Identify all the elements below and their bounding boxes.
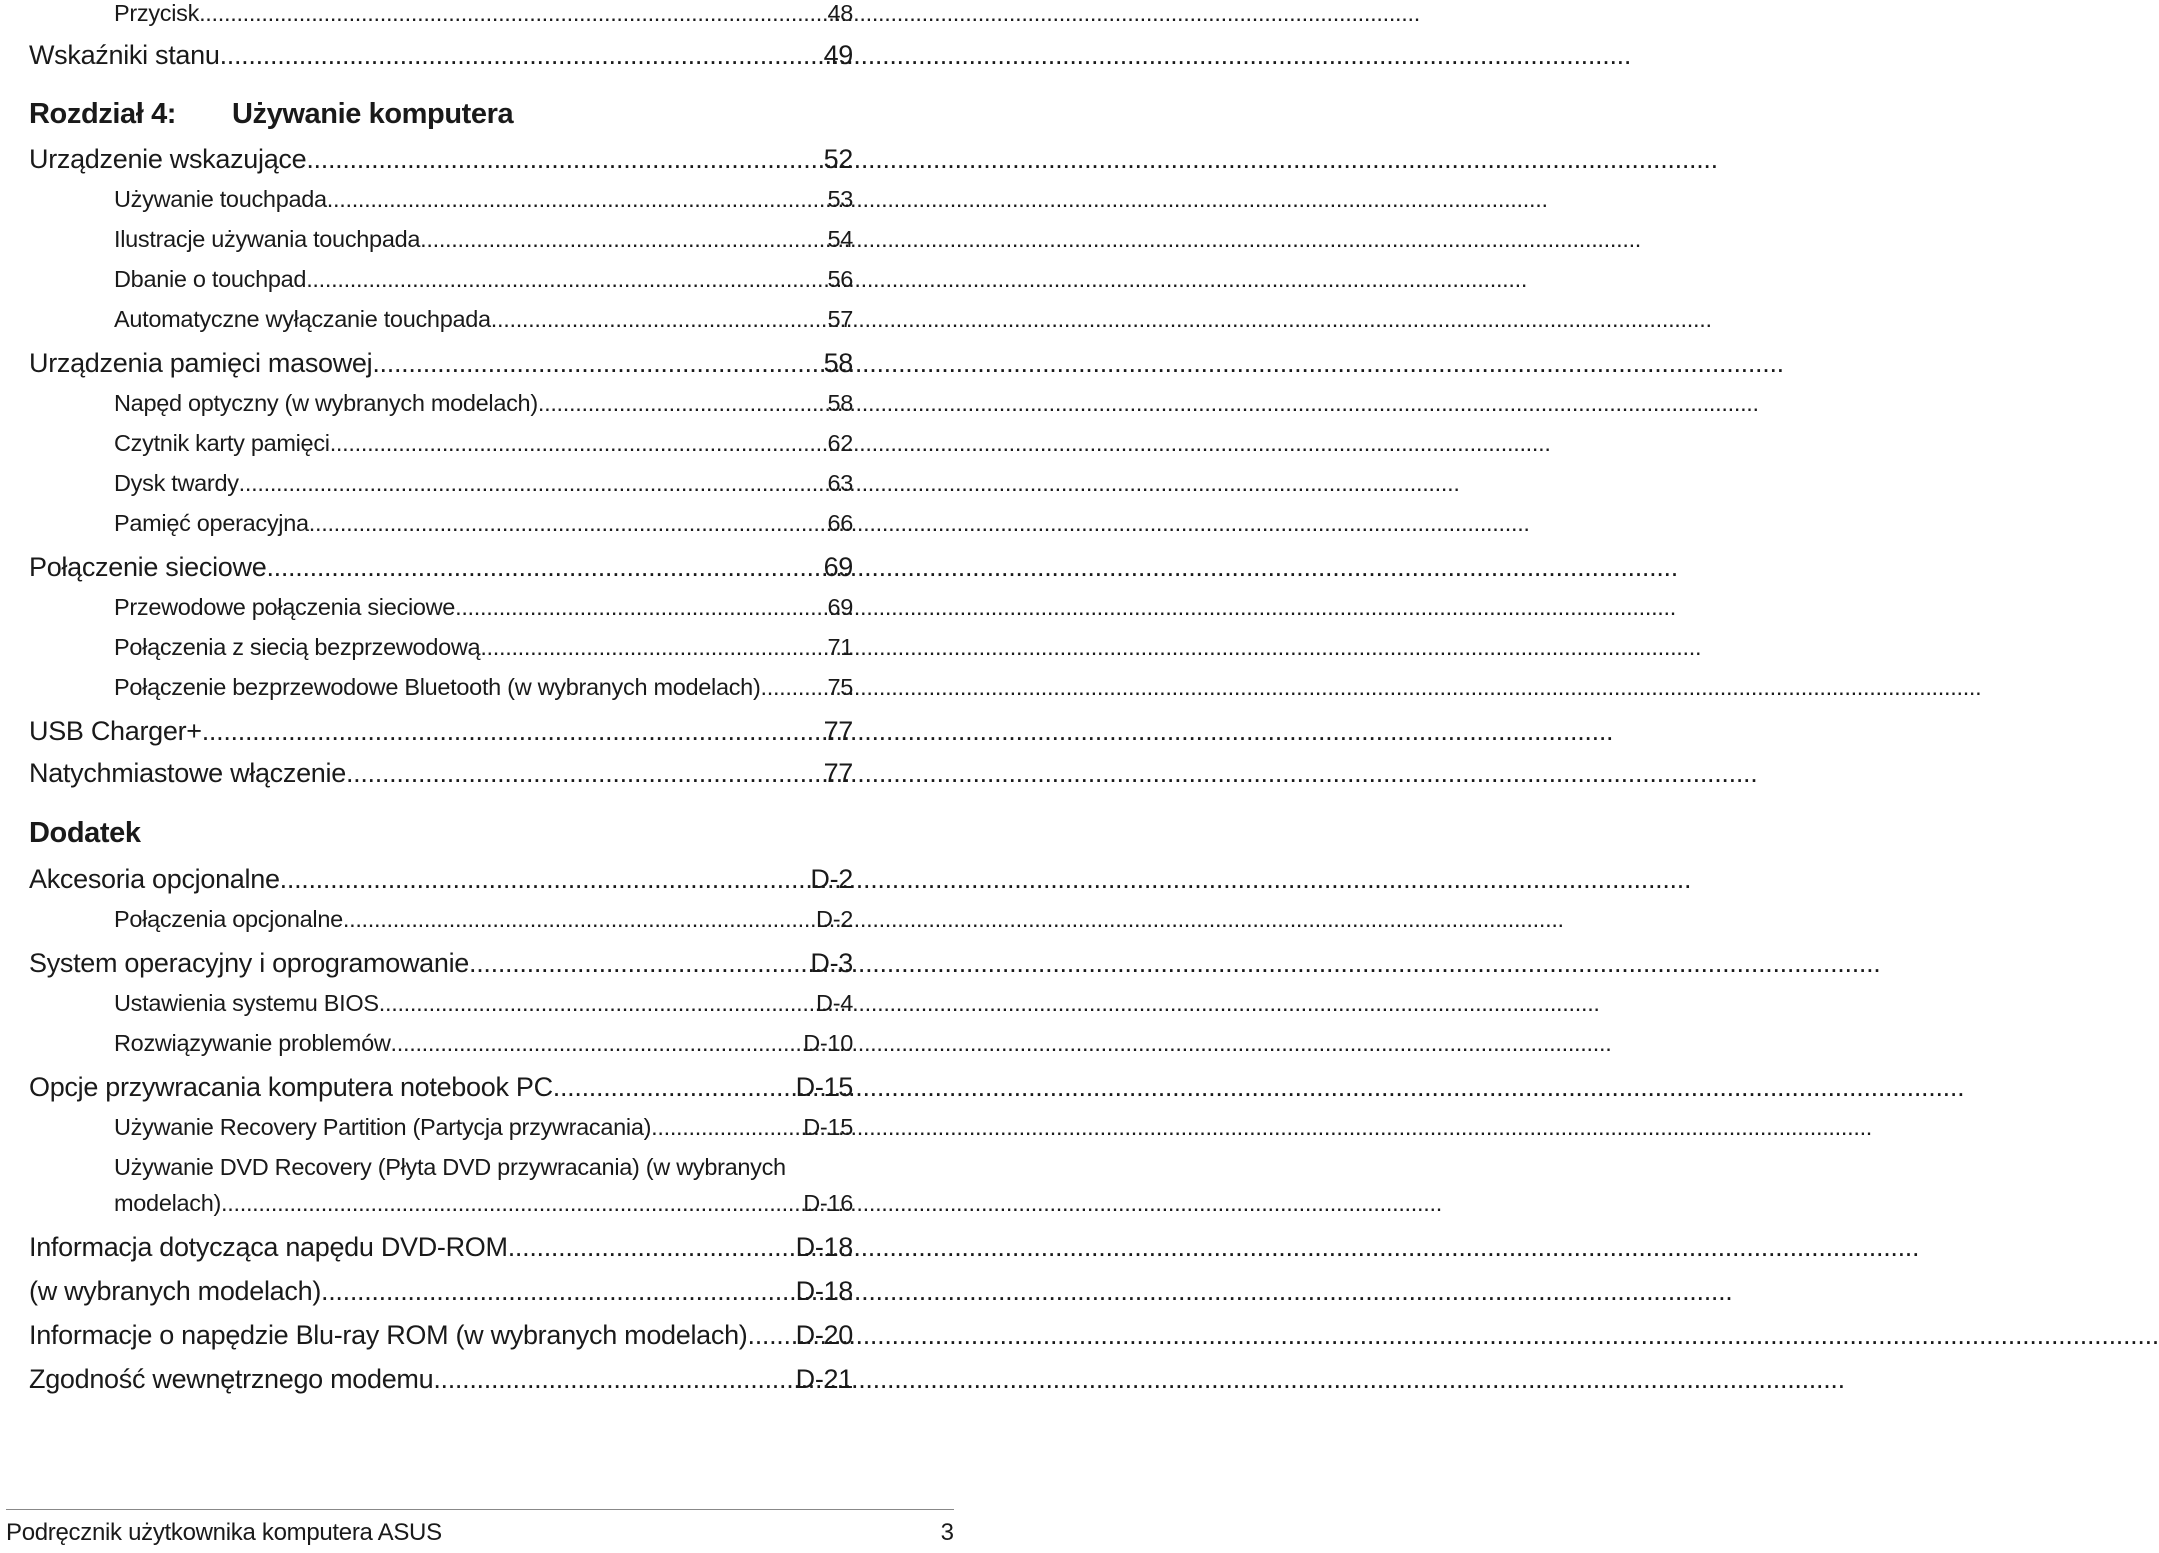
toc-entry[interactable] <box>114 306 853 333</box>
leader-dots <box>306 266 827 293</box>
toc-entry-page: 77 <box>823 716 853 746</box>
leader-dots <box>266 552 823 583</box>
toc-entry-page: D-20 <box>795 1320 853 1350</box>
toc-entry-page: D-21 <box>795 1364 853 1394</box>
toc-entry-label: Dbanie o touchpad <box>114 266 307 292</box>
toc-entry-page: D-15 <box>795 1072 853 1102</box>
leader-dots <box>280 864 811 895</box>
toc-entry[interactable] <box>114 226 853 253</box>
toc-entry[interactable] <box>29 1320 853 1351</box>
toc-entry-page: 48 <box>827 0 853 26</box>
toc-entry-label: Natychmiastowe włączenie <box>29 758 346 788</box>
toc-entry-page: 49 <box>823 40 853 70</box>
toc-entry-label: Ustawienia systemu BIOS <box>114 990 379 1016</box>
toc-entry-label: Rozwiązywanie problemów <box>114 1030 391 1056</box>
toc-entry-label: Używanie Recovery Partition (Partycja przywracania) <box>114 1114 652 1140</box>
toc-entry[interactable] <box>29 1276 853 1307</box>
footer-title: Podręcznik użytkownika komputera ASUS <box>6 1519 442 1546</box>
toc-entry-label: Dysk twardy <box>114 470 239 496</box>
toc-entry-page: D-2 <box>810 864 853 894</box>
leader-dots <box>760 674 827 701</box>
leader-dots <box>306 144 823 175</box>
toc-entry[interactable] <box>29 1072 853 1103</box>
toc-entry-label: Pamięć operacyjna <box>114 510 309 536</box>
leader-dots <box>330 430 828 457</box>
leader-dots <box>372 348 823 379</box>
toc-entry-page: 53 <box>827 186 853 212</box>
toc-entry[interactable] <box>29 716 853 747</box>
toc-entry-label: System operacyjny i oprogramowanie <box>29 948 470 978</box>
toc-entry-label-continued: modelach) <box>114 1190 222 1216</box>
footer-page-number: 3 <box>940 1519 954 1546</box>
leader-dots <box>491 306 828 333</box>
leader-dots <box>379 990 816 1017</box>
leader-dots <box>508 1232 796 1263</box>
toc-entry[interactable] <box>114 430 853 457</box>
chapter-number: Rozdział 4: <box>29 98 177 130</box>
appendix-heading: Dodatek <box>29 817 141 849</box>
toc-entry-label: Wskaźniki stanu <box>29 40 220 70</box>
toc-entry[interactable] <box>114 1114 853 1141</box>
toc-entry[interactable] <box>29 348 853 379</box>
leader-dots <box>321 1276 796 1307</box>
toc-entry-page: D-4 <box>816 990 853 1016</box>
toc-entry-page: 71 <box>827 634 853 660</box>
leader-dots <box>469 948 810 979</box>
toc-entry[interactable] <box>114 1030 853 1057</box>
toc-entry[interactable] <box>29 144 853 175</box>
toc-entry-page: D-18 <box>795 1232 853 1262</box>
toc-entry[interactable] <box>29 758 853 789</box>
chapter-heading <box>29 98 513 131</box>
toc-entry-label: Używanie touchpada <box>114 186 327 212</box>
leader-dots <box>480 634 827 661</box>
toc-entry[interactable] <box>114 674 853 701</box>
toc-entry-label: Czytnik karty pamięci <box>114 430 330 456</box>
toc-entry-page: 77 <box>823 758 853 788</box>
toc-entry-page: 63 <box>827 470 853 496</box>
toc-entry-page: 54 <box>827 226 853 252</box>
chapter-title: Używanie komputera <box>232 98 514 130</box>
toc-entry-page: 58 <box>827 390 853 416</box>
leader-dots <box>220 40 824 71</box>
toc-entry[interactable] <box>114 1154 853 1224</box>
toc-entry-label: (w wybranych modelach) <box>29 1276 322 1306</box>
toc-entry-page: D-18 <box>795 1276 853 1306</box>
toc-entry-label: Przycisk <box>114 0 200 26</box>
toc-entry-page: D-2 <box>816 906 853 932</box>
toc-entry-label: Zgodność wewnętrznego modemu <box>29 1364 434 1394</box>
toc-entry-label: Informacja dotycząca napędu DVD-ROM <box>29 1232 508 1262</box>
toc-entry[interactable] <box>114 990 853 1017</box>
toc-entry-label: Połączenia opcjonalne <box>114 906 343 932</box>
toc-entry[interactable] <box>114 634 853 661</box>
leader-dots <box>239 470 828 497</box>
leader-dots <box>748 1320 796 1351</box>
toc-entry[interactable] <box>114 594 853 621</box>
toc-entry-label: Połączenie sieciowe <box>29 552 267 582</box>
leader-dots <box>651 1114 803 1141</box>
leader-dots <box>221 1190 803 1217</box>
leader-dots <box>433 1364 795 1395</box>
toc-entry-page: 56 <box>827 266 853 292</box>
toc-entry[interactable] <box>114 266 853 293</box>
toc-entry[interactable] <box>29 40 853 71</box>
toc-entry[interactable] <box>29 864 853 895</box>
toc-entry-label: Napęd optyczny (w wybranych modelach) <box>114 390 538 416</box>
toc-entry-label: Opcje przywracania komputera notebook PC <box>29 1072 553 1102</box>
leader-dots <box>202 716 824 747</box>
toc-entry[interactable] <box>29 1364 853 1395</box>
toc-entry-label: Informacje o napędzie Blu-ray ROM (w wybranych modelach) <box>29 1320 748 1350</box>
leader-dots <box>391 1030 804 1057</box>
toc-entry[interactable] <box>114 906 853 933</box>
leader-dots <box>343 906 816 933</box>
toc-entry-label: Używanie DVD Recovery (Płyta DVD przywracania) (w wybranych <box>114 1154 786 1180</box>
leader-dots <box>309 510 828 537</box>
toc-entry-label: Urządzenia pamięci masowej <box>29 348 373 378</box>
toc-entry-label: Połączenie bezprzewodowe Bluetooth (w wybranych modelach) <box>114 674 761 700</box>
leader-dots <box>420 226 827 253</box>
toc-entry-page: 52 <box>823 144 853 174</box>
leader-dots <box>346 758 824 789</box>
toc-entry-page: D-3 <box>810 948 853 978</box>
toc-entry-label: Akcesoria opcjonalne <box>29 864 280 894</box>
toc-entry-label: Połączenia z siecią bezprzewodową <box>114 634 481 660</box>
leader-dots <box>199 0 827 27</box>
toc-entry-page: 58 <box>823 348 853 378</box>
toc-entry[interactable] <box>114 510 853 537</box>
leader-dots <box>455 594 827 621</box>
toc-entry[interactable] <box>114 0 853 27</box>
toc-entry[interactable] <box>29 948 853 979</box>
toc-entry-page: 69 <box>827 594 853 620</box>
toc-entry-page: 62 <box>827 430 853 456</box>
toc-entry-label: Automatyczne wyłączanie touchpada <box>114 306 491 332</box>
toc-entry-label: USB Charger+ <box>29 716 202 746</box>
toc-entry-page: 66 <box>827 510 853 536</box>
toc-entry[interactable] <box>114 186 853 213</box>
leader-dots <box>327 186 828 213</box>
footer-divider <box>6 1509 954 1510</box>
toc-entry[interactable] <box>114 470 853 497</box>
toc-entry[interactable] <box>114 390 853 417</box>
toc-entry-page: D-16 <box>803 1190 853 1216</box>
toc-entry-page: 57 <box>827 306 853 332</box>
toc-entry-page: 69 <box>823 552 853 582</box>
leader-dots <box>538 390 828 417</box>
toc-entry-continuation <box>114 1190 853 1217</box>
toc-entry[interactable] <box>29 552 853 583</box>
toc-entry-page: D-10 <box>803 1030 853 1056</box>
toc-entry-page: D-15 <box>803 1114 853 1140</box>
toc-entry-label: Urządzenie wskazujące <box>29 144 307 174</box>
toc-entry-page: 75 <box>827 674 853 700</box>
toc-entry-label: Przewodowe połączenia sieciowe <box>114 594 456 620</box>
toc-entry[interactable] <box>29 1232 853 1263</box>
leader-dots <box>553 1072 796 1103</box>
toc-entry-label: Ilustracje używania touchpada <box>114 226 421 252</box>
